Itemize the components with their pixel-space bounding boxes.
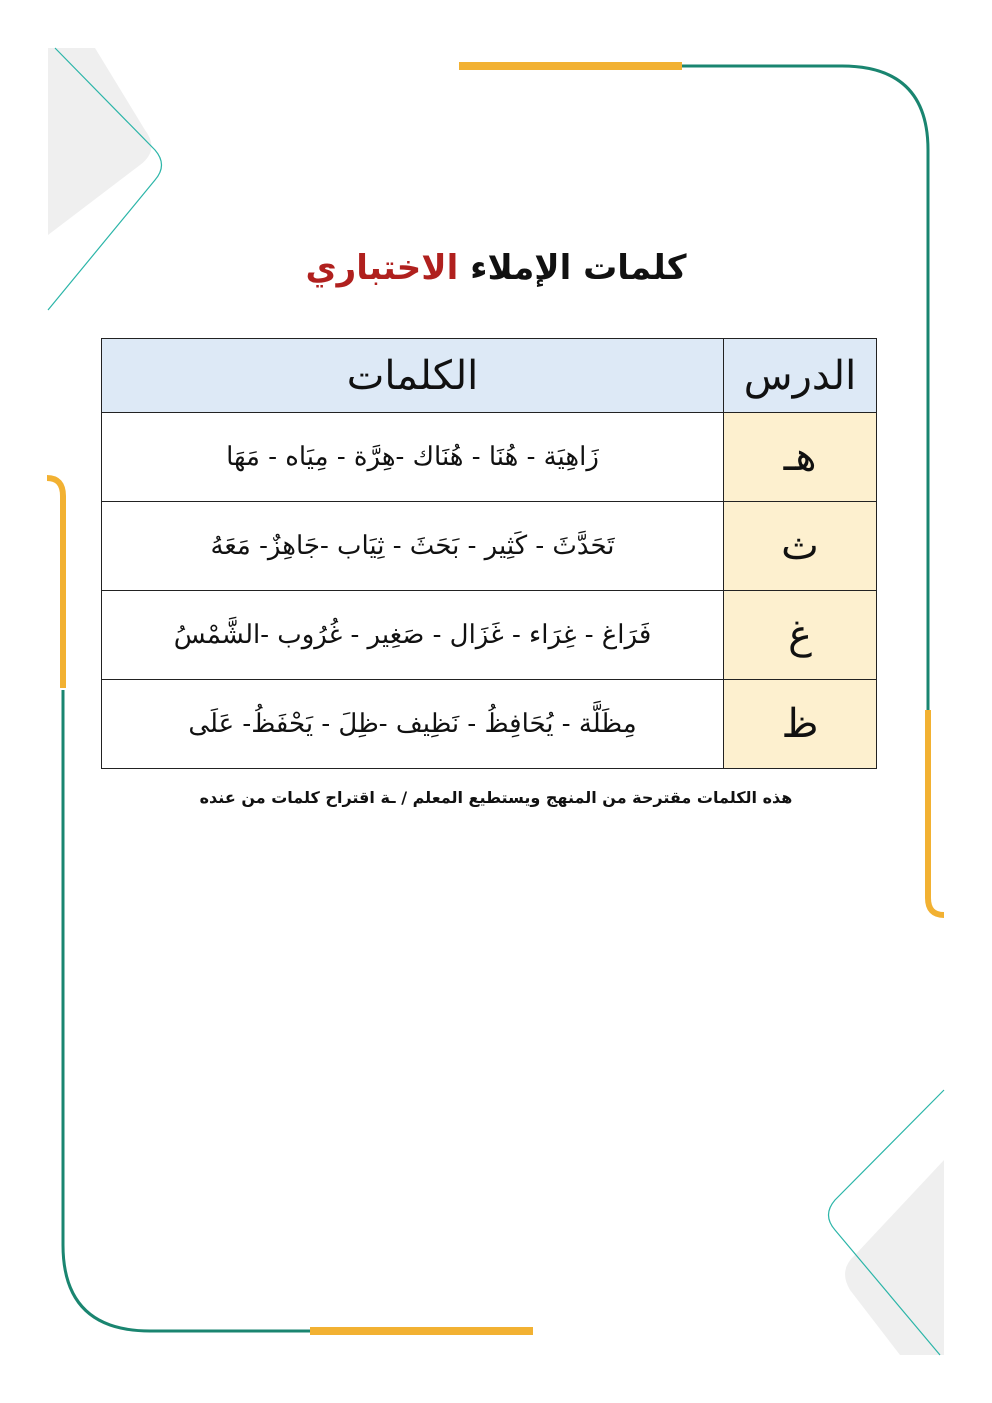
table-header-row [102,339,877,413]
corner-shape-top-left [48,48,151,235]
orange-bar-left [47,478,63,688]
header-lesson: الدرس [724,339,877,413]
page-title [0,248,992,288]
words-cell: فَرَاغ - غِرَاء - غَزَال - صَغِير - غُرُوب -الشَّمْسُ [102,591,724,680]
lesson-cell: هـ [724,413,877,502]
table-row [102,413,877,502]
table-row [102,680,877,769]
frame-left-bottom-curve [63,690,310,1331]
corner-shape-bottom-right [845,1160,944,1355]
lesson-cell: ظ [724,680,877,769]
lesson-cell: غ [724,591,877,680]
title-main: كلمات الإملاء [470,248,687,288]
orange-bar-right [928,710,944,915]
footnote: هذه الكلمات مقترحة من المنهج ويستطيع المعلم / ـة اقتراح كلمات من عنده [199,788,793,807]
words-cell: زَاهِيَة - هُنَا - هُنَاك -هِرَّة - مِيَاه - مَهَا [102,413,724,502]
table-row [102,591,877,680]
title-accent: الاختباري [305,248,459,288]
header-words: الكلمات [102,339,724,413]
spelling-words-table [101,338,877,769]
table-row [102,502,877,591]
words-cell: تَحَدَّثَ - كَثِير - بَحَثَ - ثِيَاب -جَاهِزٌ- مَعَهُ [102,502,724,591]
words-cell: مِظَلَّة - يُحَافِظُ - نَظِيف -ظِلَ - يَحْفَظُ- عَلَى [102,680,724,769]
lesson-cell: ث [724,502,877,591]
